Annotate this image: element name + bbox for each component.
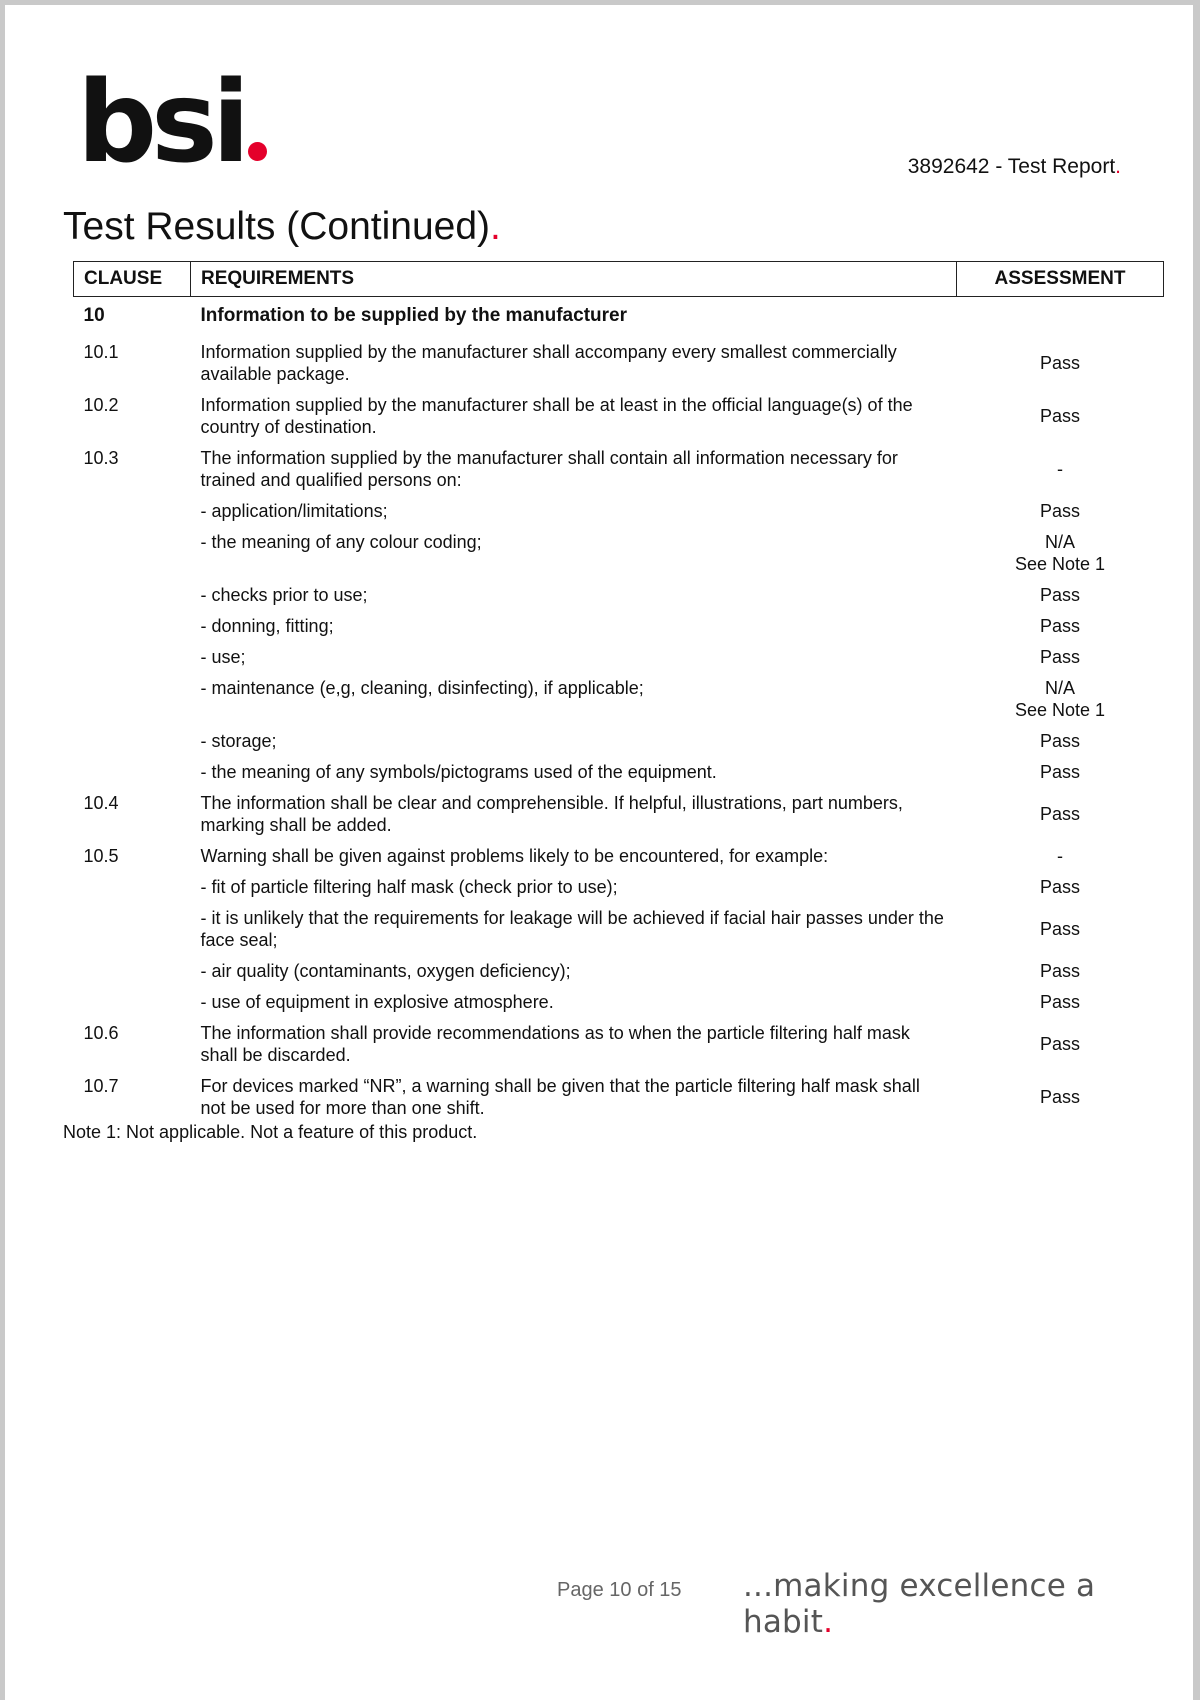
table-row bbox=[74, 954, 1164, 985]
assessment-value: Pass bbox=[1039, 1087, 1081, 1107]
table-row bbox=[74, 839, 1164, 870]
table-row bbox=[74, 441, 1164, 494]
clause-cell bbox=[74, 640, 191, 671]
requirements-column-header: REQUIREMENTS bbox=[191, 262, 957, 297]
tagline-text: ...making excellence a habit bbox=[743, 1568, 1096, 1640]
requirement-cell: Warning shall be given against problems likely to be encountered, for example: bbox=[200, 846, 829, 866]
clause-cell: 10.7 bbox=[83, 1076, 119, 1096]
requirement-cell: Information supplied by the manufacturer shall be at least in the official language(s) of the country of destination. bbox=[200, 395, 913, 437]
assessment-value: Pass bbox=[1039, 353, 1081, 373]
requirement-cell: Information to be supplied by the manufacturer bbox=[200, 305, 627, 326]
table-row bbox=[74, 525, 1164, 578]
assessment-cell bbox=[957, 640, 1164, 671]
page-number: Page 10 of 15 bbox=[557, 1579, 682, 1601]
assessment-cell bbox=[957, 954, 1164, 985]
clause-cell bbox=[74, 985, 191, 1016]
assessment-value: Pass bbox=[1039, 585, 1081, 605]
requirement-cell: Information supplied by the manufacturer shall accompany every smallest commercially available package. bbox=[200, 342, 897, 384]
assessment-cell bbox=[957, 441, 1164, 494]
clause-cell: 10.4 bbox=[83, 793, 119, 813]
assessment-value: Pass bbox=[1039, 877, 1081, 897]
assessment-cell bbox=[957, 388, 1164, 441]
assessment-column-header: ASSESSMENT bbox=[957, 262, 1164, 297]
assessment-note: See Note 1 bbox=[1014, 700, 1106, 720]
requirement-cell: - use of equipment in explosive atmosphere. bbox=[200, 992, 554, 1012]
table-row bbox=[74, 1016, 1164, 1069]
clause-cell bbox=[74, 671, 191, 724]
clause-cell bbox=[74, 755, 191, 786]
clause-cell: 10 bbox=[83, 305, 105, 326]
table-row bbox=[74, 786, 1164, 839]
assessment-cell bbox=[957, 297, 1164, 336]
assessment-value: Pass bbox=[1039, 762, 1081, 782]
requirement-cell: - air quality (contaminants, oxygen deficiency); bbox=[200, 961, 571, 981]
clause-cell bbox=[74, 901, 191, 954]
table-row bbox=[74, 297, 1164, 336]
clause-cell bbox=[74, 954, 191, 985]
logo-text: bsi bbox=[77, 58, 245, 188]
table-row bbox=[74, 901, 1164, 954]
test-results-table bbox=[73, 261, 1164, 1122]
assessment-cell bbox=[957, 671, 1164, 724]
table-header-row bbox=[74, 262, 1164, 297]
assessment-value: Pass bbox=[1039, 647, 1081, 667]
report-reference bbox=[908, 155, 1121, 179]
clause-cell bbox=[74, 494, 191, 525]
requirement-cell: For devices marked “NR”, a warning shall be given that the particle filtering half mask shall not be used for more than one shift. bbox=[200, 1076, 920, 1118]
clause-cell bbox=[74, 724, 191, 755]
table-row bbox=[74, 640, 1164, 671]
requirement-cell: - it is unlikely that the requirements for leakage will be achieved if facial hair passes under the face seal; bbox=[200, 908, 944, 950]
clause-cell: 10.1 bbox=[83, 342, 119, 362]
requirement-cell: The information shall provide recommendations as to when the particle filtering half mask shall be discarded. bbox=[200, 1023, 910, 1065]
requirement-cell: - maintenance (e,g, cleaning, disinfecting), if applicable; bbox=[200, 678, 644, 698]
document-page bbox=[5, 5, 1193, 1700]
assessment-cell bbox=[957, 724, 1164, 755]
table-row bbox=[74, 1069, 1164, 1122]
table-row bbox=[74, 388, 1164, 441]
table-row bbox=[74, 609, 1164, 640]
requirement-cell: The information shall be clear and comprehensible. If helpful, illustrations, part numbers, marking shall be added. bbox=[200, 793, 903, 835]
clause-cell bbox=[74, 870, 191, 901]
clause-cell: 10.6 bbox=[83, 1023, 119, 1043]
requirement-cell: - the meaning of any symbols/pictograms used of the equipment. bbox=[200, 762, 717, 782]
assessment-value: - bbox=[1057, 459, 1063, 479]
page-title-text: Test Results (Continued) bbox=[63, 205, 491, 248]
table-row bbox=[74, 724, 1164, 755]
assessment-cell bbox=[957, 839, 1164, 870]
page-title-dot: . bbox=[490, 205, 501, 248]
requirement-cell: - application/limitations; bbox=[200, 501, 388, 521]
assessment-value: Pass bbox=[1039, 616, 1081, 636]
bsi-logo bbox=[77, 58, 267, 188]
tagline-dot: . bbox=[823, 1604, 834, 1640]
requirement-cell: - the meaning of any colour coding; bbox=[200, 532, 482, 552]
table-row bbox=[74, 578, 1164, 609]
assessment-value: Pass bbox=[1039, 1034, 1081, 1054]
assessment-value: Pass bbox=[1039, 406, 1081, 426]
assessment-cell bbox=[957, 755, 1164, 786]
assessment-value: Pass bbox=[1039, 804, 1081, 824]
clause-cell bbox=[74, 525, 191, 578]
requirement-cell: - donning, fitting; bbox=[200, 616, 334, 636]
assessment-cell bbox=[957, 525, 1164, 578]
assessment-cell bbox=[957, 578, 1164, 609]
table-row bbox=[74, 985, 1164, 1016]
table-row bbox=[74, 494, 1164, 525]
assessment-cell bbox=[957, 870, 1164, 901]
clause-cell: 10.2 bbox=[83, 395, 119, 415]
requirement-cell: - fit of particle filtering half mask (check prior to use); bbox=[200, 877, 618, 897]
table-row bbox=[74, 755, 1164, 786]
clause-column-header: CLAUSE bbox=[74, 262, 191, 297]
table-row bbox=[74, 671, 1164, 724]
clause-cell: 10.5 bbox=[83, 846, 119, 866]
assessment-cell bbox=[957, 786, 1164, 839]
assessment-cell bbox=[957, 335, 1164, 388]
clause-cell: 10.3 bbox=[83, 448, 119, 468]
assessment-cell bbox=[957, 609, 1164, 640]
requirement-cell: - use; bbox=[200, 647, 246, 667]
assessment-cell bbox=[957, 1016, 1164, 1069]
table-row bbox=[74, 870, 1164, 901]
assessment-value: - bbox=[1057, 846, 1063, 866]
table-row bbox=[74, 335, 1164, 388]
assessment-value: Pass bbox=[1039, 731, 1081, 751]
assessment-value: Pass bbox=[1039, 992, 1081, 1012]
assessment-value: Pass bbox=[1039, 961, 1081, 981]
report-reference-dot: . bbox=[1115, 155, 1121, 178]
assessment-value: Pass bbox=[1039, 919, 1081, 939]
requirement-cell: - storage; bbox=[200, 731, 277, 751]
clause-cell bbox=[74, 578, 191, 609]
assessment-cell bbox=[957, 985, 1164, 1016]
assessment-value: N/A bbox=[1044, 532, 1075, 552]
logo-red-dot bbox=[248, 142, 267, 161]
assessment-cell bbox=[957, 901, 1164, 954]
assessment-cell bbox=[957, 494, 1164, 525]
requirement-cell: - checks prior to use; bbox=[200, 585, 368, 605]
tagline bbox=[743, 1568, 1193, 1640]
page-title bbox=[63, 205, 501, 249]
table-body bbox=[74, 297, 1164, 1123]
clause-cell bbox=[74, 609, 191, 640]
footnote: Note 1: Not applicable. Not a feature of this product. bbox=[63, 1122, 478, 1142]
assessment-cell bbox=[957, 1069, 1164, 1122]
report-reference-text: 3892642 - Test Report bbox=[907, 155, 1116, 178]
requirement-cell: The information supplied by the manufacturer shall contain all information necessary for trained and qualified persons on: bbox=[200, 448, 898, 490]
assessment-note: See Note 1 bbox=[1014, 554, 1106, 574]
assessment-value: Pass bbox=[1039, 501, 1081, 521]
assessment-value: N/A bbox=[1044, 678, 1075, 698]
